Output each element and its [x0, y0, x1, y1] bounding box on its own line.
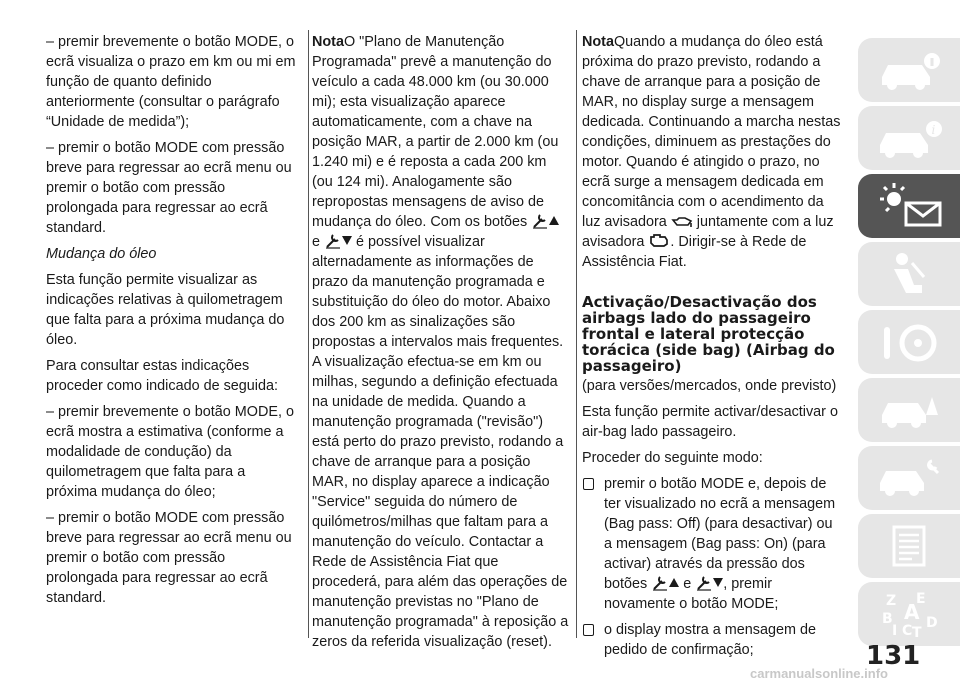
service-wrench-icon — [695, 574, 713, 591]
paragraph: – premir brevemente o botão MODE, o ecrã mostra a estimativa (conforme a modalidade de condução) da quilometragem que falta para a próxima mudança do óleo; — [46, 404, 294, 500]
car-info-icon — [872, 45, 946, 95]
tab-maintenance[interactable] — [858, 446, 960, 510]
and-text: e — [312, 234, 321, 250]
note-label: Nota — [312, 34, 344, 50]
checkbox-bullet-icon — [583, 478, 594, 490]
list-item-text: o display mostra a mensagem de pedido de confirmação; — [604, 622, 816, 658]
column-2 — [312, 32, 570, 658]
tab-car-i[interactable] — [858, 106, 960, 170]
alphabet-index-icon — [872, 589, 946, 639]
note-text: . Dirigir-se à Rede de Assistência Fiat. — [582, 234, 807, 270]
svg-text:E: E — [916, 591, 926, 607]
note-paragraph — [582, 32, 844, 272]
tab-safety[interactable] — [858, 242, 960, 306]
engine-check-icon — [648, 233, 670, 249]
subheading-oil-change: Mudança do óleo — [46, 246, 157, 262]
service-wrench-icon — [324, 232, 342, 249]
arrow-down-icon — [713, 578, 723, 587]
service-wrench-icon — [531, 212, 549, 229]
svg-text:A: A — [904, 600, 920, 624]
svg-text:C: C — [902, 623, 913, 639]
paragraph: – premir brevemente o botão MODE, o ecrã visualiza o prazo em km ou mi em função de quanto definido anteriormente (consultar o parágrafo “Unidade de medida”); — [46, 34, 296, 130]
paragraph: Proceder do seguinte modo: — [582, 450, 763, 466]
column-3 — [582, 32, 844, 666]
svg-text:B: B — [882, 611, 893, 627]
page-number: 131 — [866, 641, 921, 671]
tab-emergency[interactable] — [858, 378, 960, 442]
svg-text:I: I — [892, 623, 898, 639]
note-label: Nota — [582, 34, 614, 50]
note-text: é possível visualizar alternadamente as informações de prazo da manutenção programada e substituição do óleo do motor. Abaixo dos 200 km as sinalizações são propostas a intervalos mais frequentes. A visualização efectua-se em km ou milhas, segundo a definição efectuada na unidade de medida. Quando a manutenção programada ("revisão") está perto do prazo previsto, rodando a chave de arranque para a posição MAR, no display aparece a indicação "Service" seguida do número de quilómetros/milhas que faltam para a manutenção do veículo. Contactar a Rede de Assistência Fiat que procederá, para além das operações de manutenção previstas no "Plano de manutenção programada" à reposição a zeros da referida visualização (reset). — [312, 234, 569, 650]
watermark: carmanualsonline.info — [750, 666, 888, 681]
tab-starting-driving[interactable] — [858, 310, 960, 374]
column-divider — [576, 30, 577, 638]
service-wrench-icon — [651, 574, 669, 591]
paragraph: Para consultar estas indicações proceder como indicado de seguida: — [46, 358, 278, 394]
chapter-sidebar — [858, 38, 960, 650]
warning-lights-envelope-icon — [872, 181, 946, 231]
car-breakdown-icon — [872, 385, 946, 435]
tab-technical-data[interactable] — [858, 514, 960, 578]
oil-can-icon — [671, 215, 693, 229]
list-item — [582, 620, 844, 660]
svg-text:T: T — [912, 625, 922, 639]
note-text: Quando a mudança do óleo está próxima do prazo previsto, rodando a chave de arranque para a posição de MAR, no display surge a mensagem dedicada. Continuando a marcha nestas condições, diminuem as prestações do motor. Quando é atingido o prazo, no ecrã surge a mensagem dedicada em concomitância com o acendimento da luz avisadora — [582, 34, 841, 230]
checkbox-bullet-icon — [583, 624, 594, 636]
list-icon — [872, 521, 946, 571]
paragraph: Esta função permite activar/desactivar o air-bag lado passageiro. — [582, 404, 838, 440]
tab-car-info[interactable] — [858, 38, 960, 102]
list-item-text: , premir novamente o botão MODE; — [604, 576, 779, 612]
column-1 — [46, 32, 298, 614]
column-divider — [308, 30, 309, 638]
list-item-text: premir o botão MODE e, depois de ter visualizado no ecrã a mensagem (Bag pass: Off) (para desactivar) ou a mensagem (Bag pass: On) (para activar) através da pressão dos botões — [604, 476, 836, 592]
and-text: e — [683, 576, 692, 592]
tab-index[interactable] — [858, 582, 960, 646]
svg-text:D: D — [926, 615, 938, 631]
arrow-down-icon — [342, 236, 352, 245]
note-paragraph — [312, 32, 570, 652]
tab-warning-lights[interactable] — [858, 174, 960, 238]
note-text: juntamente com a luz avisadora — [582, 214, 834, 250]
arrow-up-icon — [549, 216, 559, 225]
section-title: Activação/Desactivação dos airbags lado do passageiro frontal e lateral protecção torácica (side bag) (Airbag do passageiro) — [582, 293, 835, 375]
paragraph: – premir o botão MODE com pressão breve para regressar ao ecrã menu ou premir o botão com pressão prolongada para regressar ao ecrã standard. — [46, 510, 292, 606]
svg-text:Z: Z — [886, 593, 897, 609]
list-item — [582, 474, 844, 614]
section-subtitle: (para versões/mercados, onde previsto) — [582, 378, 837, 394]
car-i-icon — [872, 113, 946, 163]
svg-text:i: i — [931, 123, 936, 137]
airbag-seat-icon — [872, 249, 946, 299]
wrench-steering-icon — [872, 317, 946, 367]
paragraph: – premir o botão MODE com pressão breve para regressar ao ecrã menu ou premir o botão com pressão prolongada para regressar ao ecrã standard. — [46, 140, 292, 236]
note-text: O "Plano de Manutenção Programada" prevê a manutenção do veículo a cada 48.000 km (ou 30.000 mi); esta visualização aparece automaticamente, com a chave na posição MAR, a partir de 2.000 km (ou 1.240 mi) e é reposta a cada 200 km (ou 124 mi). Analogamente são repropostas mensagens de aviso de mudança do óleo. Com os botões — [312, 34, 559, 230]
arrow-up-icon — [669, 578, 679, 587]
paragraph: Esta função permite visualizar as indicações relativas à quilometragem que falta para a próxima mudança do óleo. — [46, 272, 285, 348]
car-service-icon — [872, 453, 946, 503]
